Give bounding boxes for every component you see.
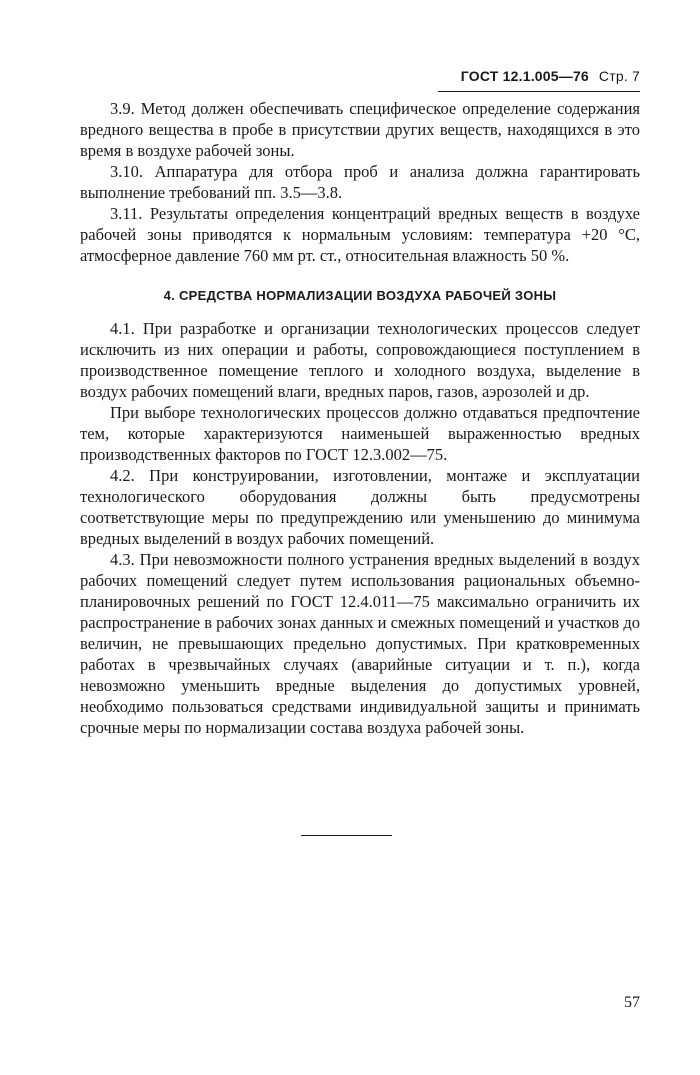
paragraph-4-3: 4.3. При невозможности полного устранения вредных выделений в воздух рабочих помещений следует путем использования рациональных объемно-планировочных решений по ГОСТ 12.4.011—75 максимально ограничить их распространение в рабочих зонах данных и смежных помещений и участков до величин, не превышающих предельно допустимых. При кратковременных работах в чрезвычайных случаях (аварийные ситуации и т. п.), когда невозможно уменьшить вредные выделения до допустимых уровней, необходимо пользоваться средствами индивидуальной защиты и принимать срочные меры по нормализации состава воздуха рабочей зоны. [80,550,640,737]
paragraph-4-1: 4.1. При разработке и организации технологических процессов следует исключить из них операции и работы, сопровождающиеся поступлением в производственное помещение теплого и холодного воздуха, выделение в воздух рабочих помещений влаги, вредных паров, газов, аэрозолей и др. [80,319,640,401]
header-rule [438,91,640,92]
paragraph-3-9: 3.9. Метод должен обеспечивать специфическое определение содержания вредного вещества в пробе в присутствии других веществ, находящихся в это время в воздухе рабочей зоны. [80,99,640,160]
page-label: Стр. 7 [598,68,640,84]
page-number: 57 [624,994,640,1011]
end-rule [301,835,392,836]
section-heading: 4. СРЕДСТВА НОРМАЛИЗАЦИИ ВОЗДУХА РАБОЧЕЙ ЗОНЫ [163,288,557,303]
standard-number: ГОСТ 12.1.005—76 [460,68,589,84]
paragraph-3-11: 3.11. Результаты определения концентраций вредных веществ в воздухе рабочей зоны приводятся к нормальным условиям: температура +20 °С, атмосферное давление 760 мм рт. ст., относительная влажность 50 %. [80,204,640,265]
body-text [80,98,640,738]
paragraph-4-2: 4.2. При конструировании, изготовлении, монтаже и эксплуатации технологического оборудования должны быть предусмотрены соответствующие меры по предупреждению или уменьшению до минимума вредных выделений в воздух рабочих помещений. [80,466,640,548]
paragraph-4-1-continued: При выборе технологических процессов должно отдаваться предпочтение тем, которые характеризуются наименьшей выраженностью вредных производственных факторов по ГОСТ 12.3.002—75. [80,403,640,464]
running-header [438,68,640,84]
paragraph-3-10: 3.10. Аппаратура для отбора проб и анализа должна гарантировать выполнение требований пп. 3.5—3.8. [80,162,640,202]
